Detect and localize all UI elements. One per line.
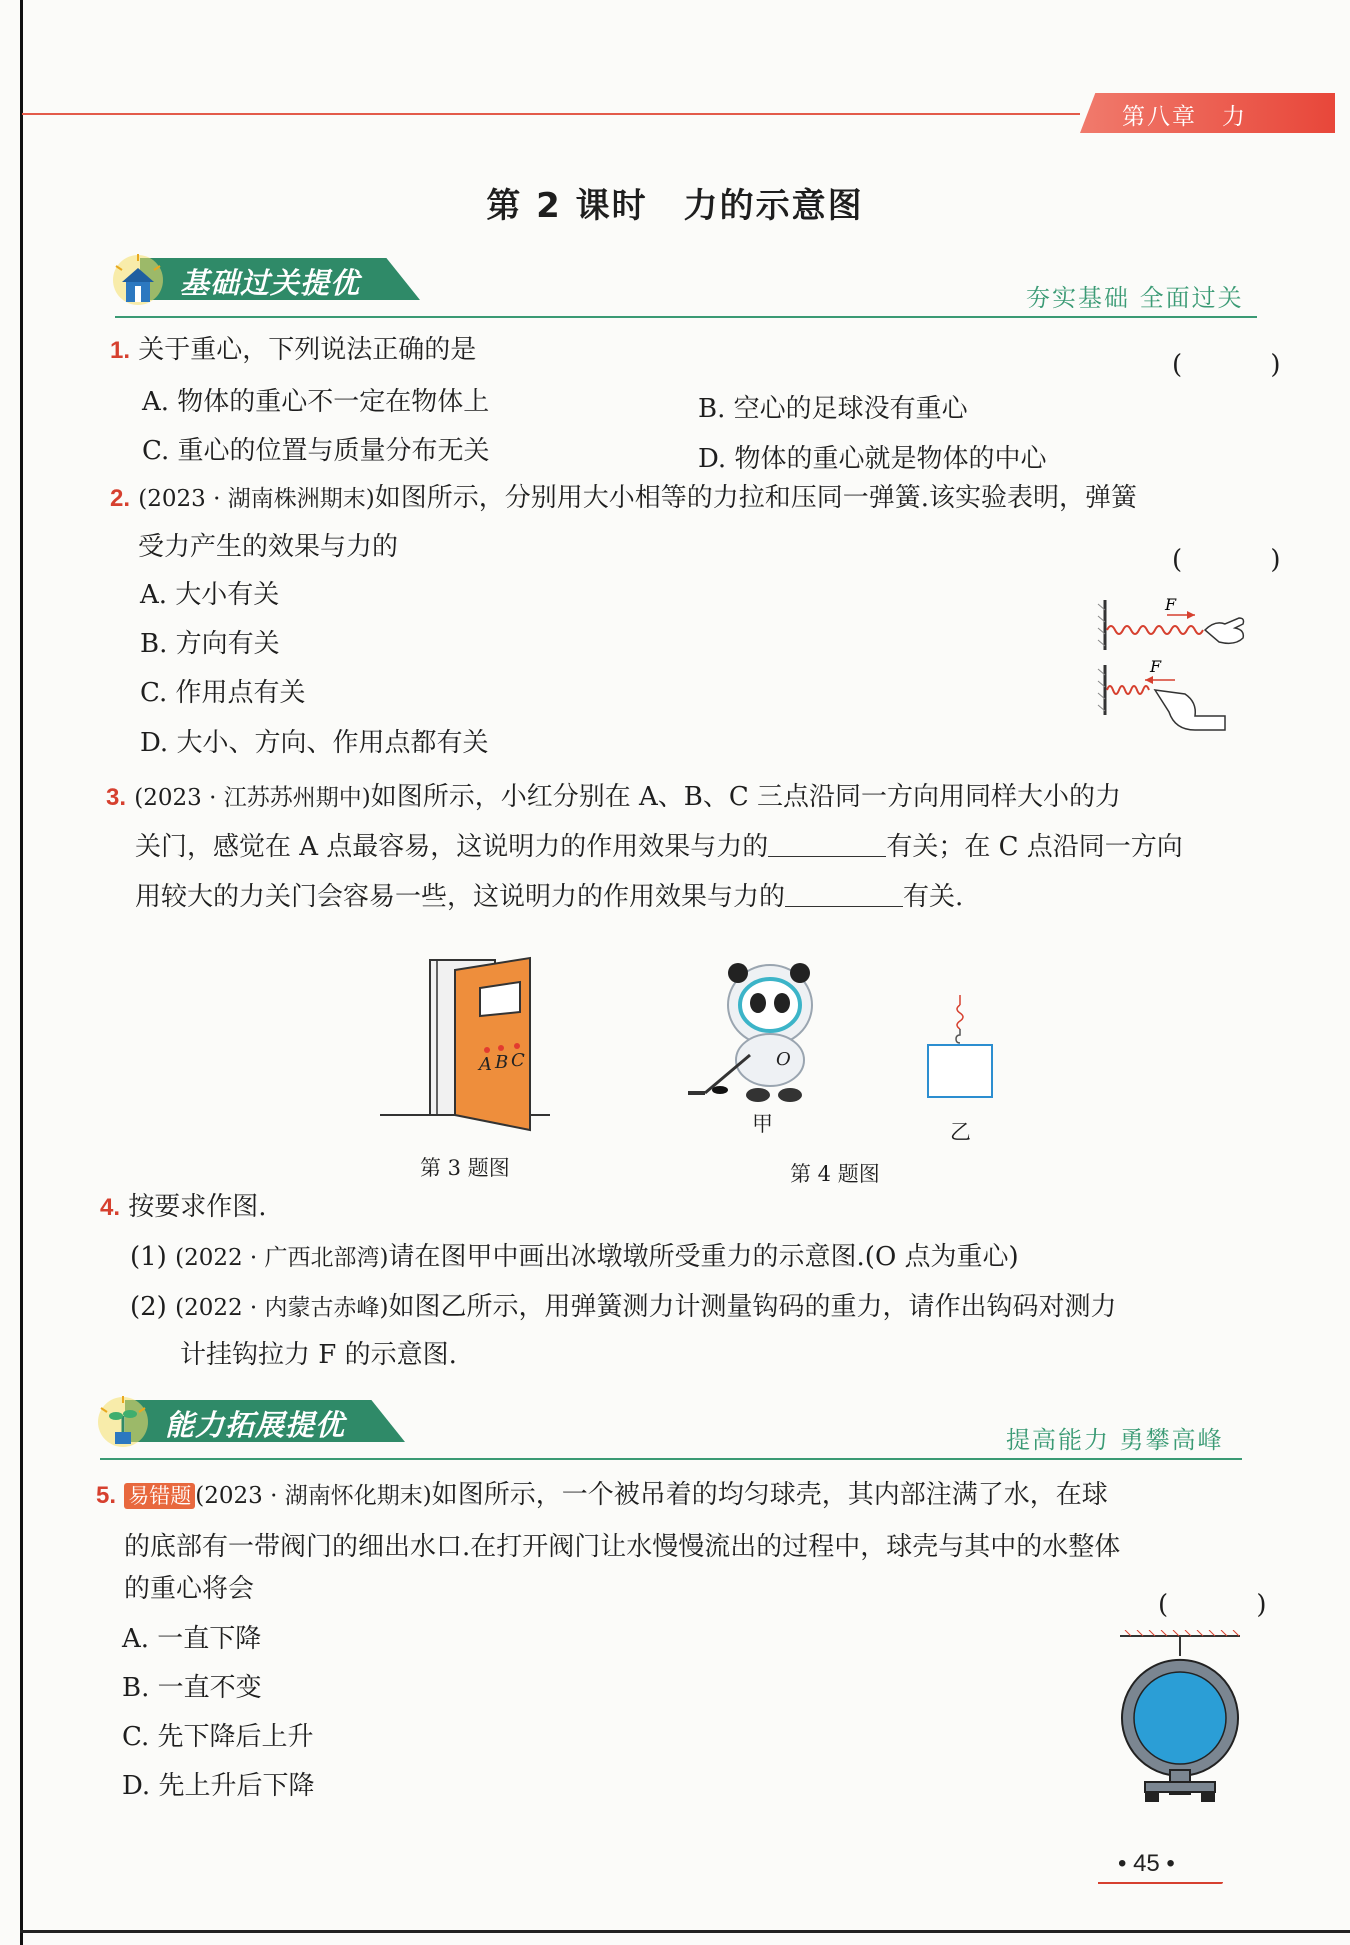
question-5-line2: 的底部有一带阀门的细出水口.在打开阀门让水慢慢流出的过程中，球壳与其中的水整体 [124, 1532, 1121, 1562]
door-point-a: A [479, 1054, 492, 1075]
question-text: 如图所示，分别用大小相等的力拉和压同一弹簧.该实验表明，弹簧 [374, 483, 1137, 513]
question-text: 如图所示，一个被吊着的均匀球壳，其内部注满了水，在球 [431, 1480, 1108, 1510]
question-number: 5. [96, 1482, 117, 1509]
question-4-part1 [130, 1240, 1019, 1275]
page-number: • 45 • [1118, 1850, 1175, 1877]
question-number: 2. [110, 485, 131, 512]
door-point-c: C [511, 1050, 525, 1071]
section1-rule [115, 316, 1257, 318]
text-part: 有关. [903, 882, 964, 912]
force-label: F [1150, 657, 1162, 676]
question-text: 请在图甲中画出冰墩墩所受重力的示意图.(O 点为重心) [388, 1242, 1019, 1272]
question-number: 1. [110, 337, 131, 364]
center-of-gravity-label: O [776, 1049, 791, 1070]
page-spine-line [20, 0, 23, 1945]
option-c: C. 作用点有关 [140, 678, 306, 708]
label-jia: 甲 [752, 1112, 773, 1136]
answer-paren: ( ) [1158, 1590, 1307, 1620]
question-3-line3 [135, 880, 963, 914]
header-rule [22, 113, 1080, 115]
door-point-b: B [495, 1052, 509, 1073]
question-2 [110, 481, 1137, 516]
option-a: A. 物体的重心不一定在物体上 [142, 387, 490, 417]
answer-paren: ( ) [1172, 350, 1321, 380]
question-4-part2 [130, 1290, 1117, 1325]
question-3 [106, 780, 1121, 815]
water-sphere-figure [1115, 1630, 1245, 1810]
door-figure [375, 950, 555, 1140]
force-label: F [1165, 595, 1177, 614]
question-1 [110, 333, 476, 368]
lighthouse-icon [110, 252, 166, 308]
text-part: 用较大的力关门会容易一些，这说明力的作用效果与力的 [135, 882, 786, 912]
question-5-line3: 的重心将会 [124, 1574, 255, 1604]
question-4-part2-line2: 计挂钩拉力 F 的示意图. [180, 1340, 457, 1370]
question-4 [100, 1190, 267, 1225]
section1-slogan: 夯实基础 全面过关 [1026, 284, 1244, 312]
text-part: 有关；在 C 点沿同一方向 [886, 832, 1183, 862]
option-b: B. 一直不变 [122, 1673, 262, 1703]
question-source: (2023 · 江苏苏州期中) [134, 785, 371, 811]
question-text: 如图乙所示，用弹簧测力计测量钩码的重力，请作出钩码对测力 [388, 1292, 1117, 1322]
section2-slogan: 提高能力 勇攀高峰 [1006, 1426, 1224, 1454]
option-c: C. 重心的位置与质量分布无关 [142, 436, 490, 466]
answer-blank[interactable] [768, 830, 886, 857]
sprout-icon [95, 1394, 151, 1450]
page-title: 第 2 课时 力的示意图 [486, 186, 864, 226]
question-source: (2023 · 湖南株洲期末) [138, 486, 375, 512]
label-yi: 乙 [950, 1120, 971, 1144]
question-stem: 按要求作图. [128, 1192, 267, 1222]
section2-title: 能力拓展提优 [165, 1408, 346, 1442]
question-source: (2022 · 广西北部湾) [175, 1245, 389, 1271]
bing-dwen-dwen-figure [680, 945, 840, 1105]
sub-number: (2) [130, 1292, 167, 1322]
text-part: 关门，感觉在 A 点最容易，这说明力的作用效果与力的 [135, 832, 769, 862]
question-source: (2023 · 湖南怀化期末) [195, 1483, 432, 1509]
option-a: A. 大小有关 [140, 580, 280, 610]
question-5 [96, 1478, 1108, 1513]
page-number-underline [1098, 1882, 1223, 1884]
option-b: B. 空心的足球没有重心 [698, 394, 968, 424]
error-prone-tag: 易错题 [124, 1483, 195, 1509]
chapter-label: 第八章 力 [1122, 104, 1247, 130]
question-source: (2022 · 内蒙古赤峰) [175, 1295, 389, 1321]
answer-blank[interactable] [785, 880, 903, 907]
option-d: D. 大小、方向、作用点都有关 [140, 728, 489, 758]
question-number: 3. [106, 784, 127, 811]
option-d: D. 物体的重心就是物体的中心 [698, 444, 1047, 474]
question-stem: 关于重心，下列说法正确的是 [138, 335, 477, 365]
figure-3-caption: 第 3 题图 [420, 1156, 510, 1180]
hook-weight-figure [920, 995, 1000, 1105]
option-d: D. 先上升后下降 [122, 1771, 315, 1801]
question-text: 如图所示，小红分别在 A、B、C 三点沿同一方向用同样大小的力 [370, 782, 1122, 812]
option-b: B. 方向有关 [140, 629, 280, 659]
page-bottom-line [20, 1930, 1350, 1933]
question-number: 4. [100, 1194, 121, 1221]
option-a: A. 一直下降 [122, 1624, 262, 1654]
spring-figure [1095, 590, 1260, 735]
section1-title: 基础过关提优 [180, 266, 361, 300]
sub-number: (1) [130, 1242, 167, 1272]
question-2-line2: 受力产生的效果与力的 [138, 532, 399, 562]
section2-rule [100, 1458, 1242, 1460]
answer-paren: ( ) [1172, 545, 1321, 575]
option-c: C. 先下降后上升 [122, 1722, 314, 1752]
figure-4-caption: 第 4 题图 [790, 1162, 880, 1186]
question-3-line2 [135, 830, 1183, 864]
